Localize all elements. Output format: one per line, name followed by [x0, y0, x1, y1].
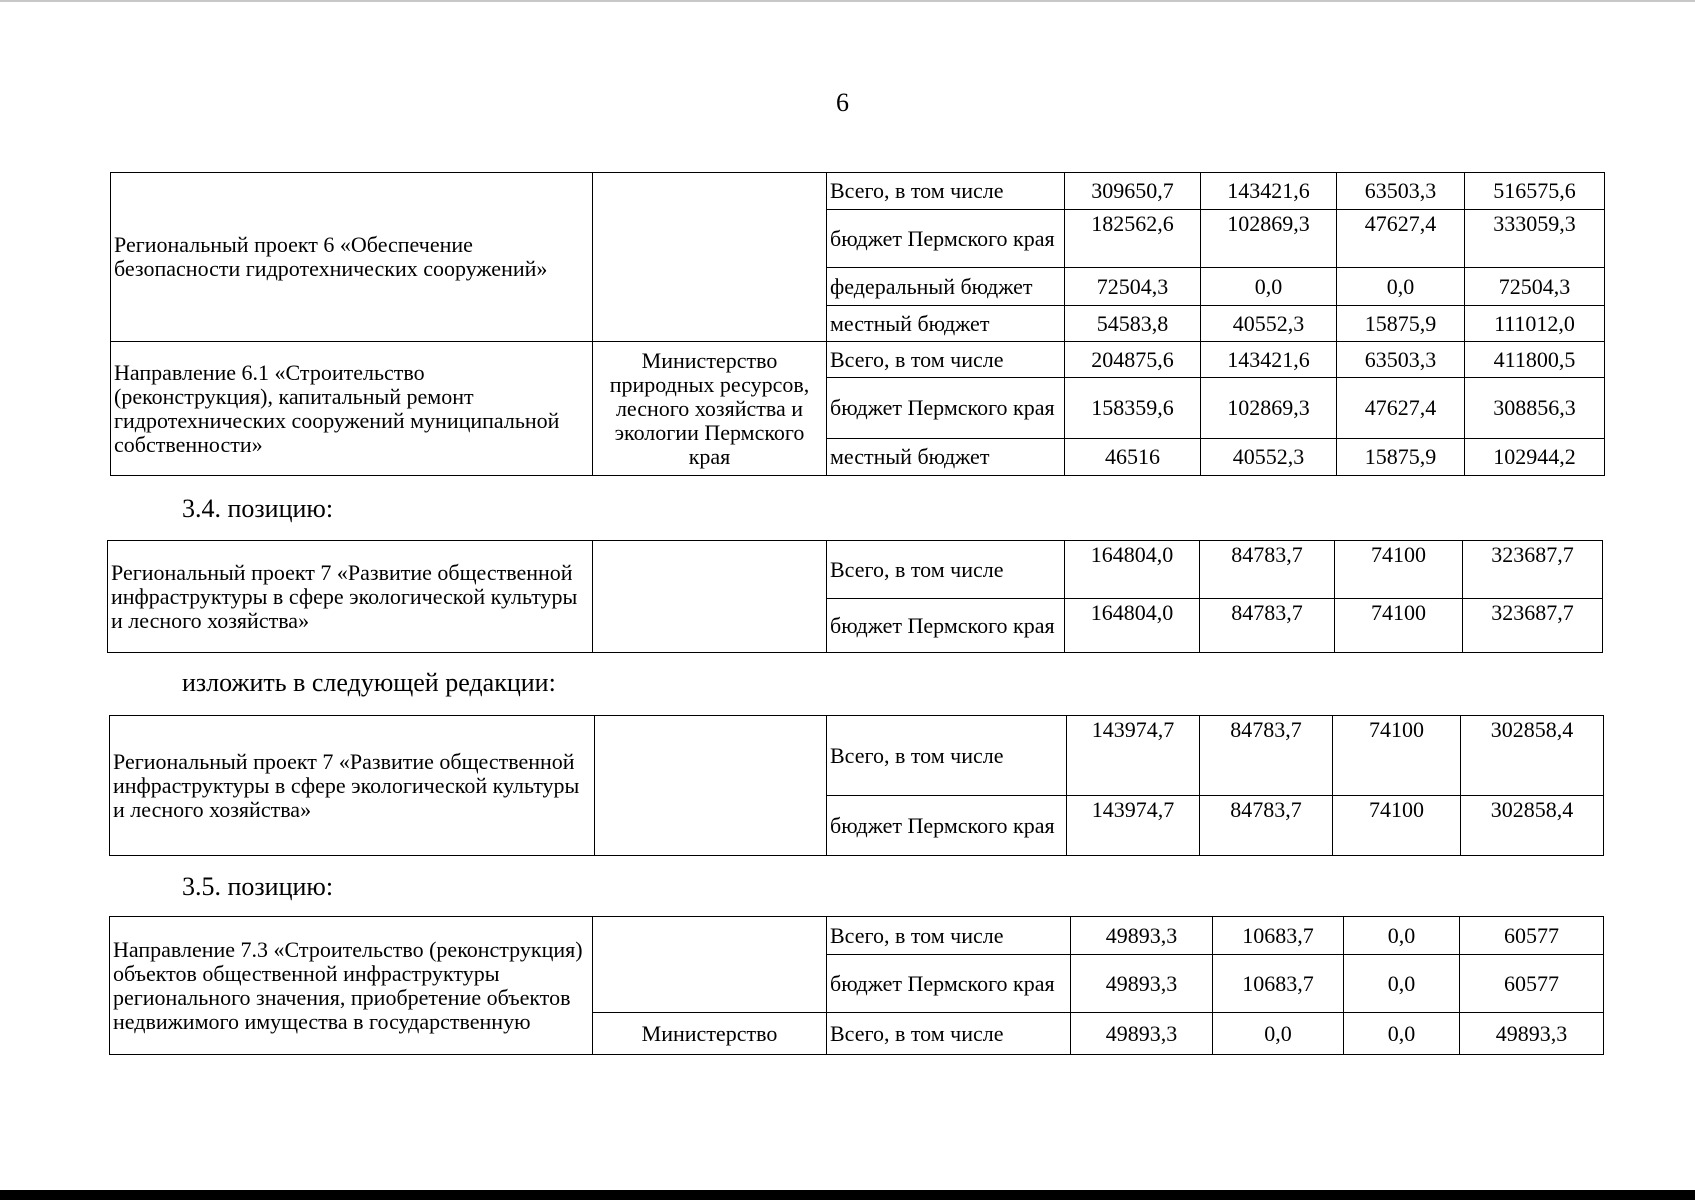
value-cell: 164804,0	[1065, 599, 1200, 653]
source-cell: федеральный бюджет	[827, 268, 1065, 306]
budget-table-1	[110, 172, 1605, 476]
source-cell: Всего, в том числе	[827, 917, 1071, 955]
value-cell: 143974,7	[1067, 796, 1200, 856]
value-cell: 143974,7	[1067, 716, 1200, 796]
heading-edit: изложить в следующей редакции:	[182, 668, 556, 697]
value-cell: 0,0	[1337, 268, 1465, 306]
value-cell: 0,0	[1344, 1013, 1460, 1055]
value-cell: 182562,6	[1065, 210, 1201, 268]
value-cell: 84783,7	[1200, 599, 1335, 653]
value-cell: 516575,6	[1465, 173, 1605, 210]
value-cell: 309650,7	[1065, 173, 1201, 210]
value-cell: 74100	[1333, 796, 1461, 856]
direction73-responsible-bottom: Министерство	[593, 1013, 827, 1055]
table-row	[110, 716, 1604, 796]
source-cell: Всего, в том числе	[827, 1013, 1071, 1055]
value-cell: 46516	[1065, 439, 1201, 476]
value-cell: 74100	[1333, 716, 1461, 796]
source-cell: местный бюджет	[827, 306, 1065, 342]
value-cell: 72504,3	[1065, 268, 1201, 306]
value-cell: 84783,7	[1200, 796, 1333, 856]
source-cell: бюджет Пермского края	[827, 796, 1067, 856]
value-cell: 47627,4	[1337, 378, 1465, 439]
value-cell: 0,0	[1344, 917, 1460, 955]
project7-responsible	[593, 541, 827, 653]
scan-edge-top	[0, 0, 1695, 2]
source-cell: Всего, в том числе	[827, 342, 1065, 378]
value-cell: 333059,3	[1465, 210, 1605, 268]
value-cell: 302858,4	[1461, 716, 1604, 796]
value-cell: 102869,3	[1201, 210, 1337, 268]
table-row	[108, 541, 1603, 599]
source-cell: бюджет Пермского края	[827, 210, 1065, 268]
value-cell: 164804,0	[1065, 541, 1200, 599]
value-cell: 49893,3	[1460, 1013, 1604, 1055]
table-row	[111, 173, 1605, 210]
value-cell: 411800,5	[1465, 342, 1605, 378]
value-cell: 63503,3	[1337, 342, 1465, 378]
value-cell: 323687,7	[1463, 599, 1603, 653]
value-cell: 0,0	[1201, 268, 1337, 306]
direction61-name: Направление 6.1 «Строительство (реконструкция), капитальный ремонт гидротехнических сооружений муниципальной собственности»	[111, 342, 593, 476]
value-cell: 60577	[1460, 917, 1604, 955]
project7-new-name: Региональный проект 7 «Развитие общественной инфраструктуры в сфере экологической культуры и лесного хозяйства»	[110, 716, 595, 856]
value-cell: 10683,7	[1213, 955, 1344, 1013]
value-cell: 143421,6	[1201, 342, 1337, 378]
value-cell: 158359,6	[1065, 378, 1201, 439]
table-row	[110, 917, 1604, 955]
direction61-responsible: Министерство природных ресурсов, лесного хозяйства и экологии Пермского края	[593, 342, 827, 476]
source-cell: Всего, в том числе	[827, 541, 1065, 599]
value-cell: 74100	[1335, 599, 1463, 653]
budget-table-3	[109, 715, 1604, 856]
project6-name: Региональный проект 6 «Обеспечение безопасности гидротехнических сооружений»	[111, 173, 593, 342]
value-cell: 49893,3	[1071, 1013, 1213, 1055]
source-cell: бюджет Пермского края	[827, 378, 1065, 439]
source-cell: Всего, в том числе	[827, 173, 1065, 210]
scan-edge-bottom	[0, 1190, 1695, 1200]
budget-table-2	[107, 540, 1603, 653]
heading-3-5: 3.5. позицию:	[182, 872, 334, 901]
heading-3-4: 3.4. позицию:	[182, 494, 334, 523]
value-cell: 47627,4	[1337, 210, 1465, 268]
page-number: 6	[836, 88, 849, 117]
source-cell: Всего, в том числе	[827, 716, 1067, 796]
value-cell: 111012,0	[1465, 306, 1605, 342]
value-cell: 40552,3	[1201, 439, 1337, 476]
value-cell: 323687,7	[1463, 541, 1603, 599]
value-cell: 0,0	[1213, 1013, 1344, 1055]
value-cell: 84783,7	[1200, 541, 1335, 599]
value-cell: 204875,6	[1065, 342, 1201, 378]
value-cell: 302858,4	[1461, 796, 1604, 856]
value-cell: 0,0	[1344, 955, 1460, 1013]
value-cell: 54583,8	[1065, 306, 1201, 342]
project7-new-responsible	[595, 716, 827, 856]
table-row	[111, 342, 1605, 378]
value-cell: 102944,2	[1465, 439, 1605, 476]
source-cell: местный бюджет	[827, 439, 1065, 476]
value-cell: 60577	[1460, 955, 1604, 1013]
value-cell: 63503,3	[1337, 173, 1465, 210]
source-cell: бюджет Пермского края	[827, 955, 1071, 1013]
project7-name: Региональный проект 7 «Развитие общественной инфраструктуры в сфере экологической культуры и лесного хозяйства»	[108, 541, 593, 653]
source-cell: бюджет Пермского края	[827, 599, 1065, 653]
value-cell: 74100	[1335, 541, 1463, 599]
value-cell: 40552,3	[1201, 306, 1337, 342]
direction73-responsible-top	[593, 917, 827, 1013]
value-cell: 15875,9	[1337, 306, 1465, 342]
value-cell: 308856,3	[1465, 378, 1605, 439]
value-cell: 72504,3	[1465, 268, 1605, 306]
value-cell: 102869,3	[1201, 378, 1337, 439]
budget-table-4	[109, 916, 1604, 1055]
value-cell: 143421,6	[1201, 173, 1337, 210]
value-cell: 49893,3	[1071, 917, 1213, 955]
value-cell: 15875,9	[1337, 439, 1465, 476]
project6-responsible	[593, 173, 827, 342]
direction73-name: Направление 7.3 «Строительство (реконструкция) объектов общественной инфраструктуры регионального значения, приобретение объектов недвижимого имущества в государственную	[110, 917, 593, 1055]
value-cell: 49893,3	[1071, 955, 1213, 1013]
value-cell: 84783,7	[1200, 716, 1333, 796]
value-cell: 10683,7	[1213, 917, 1344, 955]
